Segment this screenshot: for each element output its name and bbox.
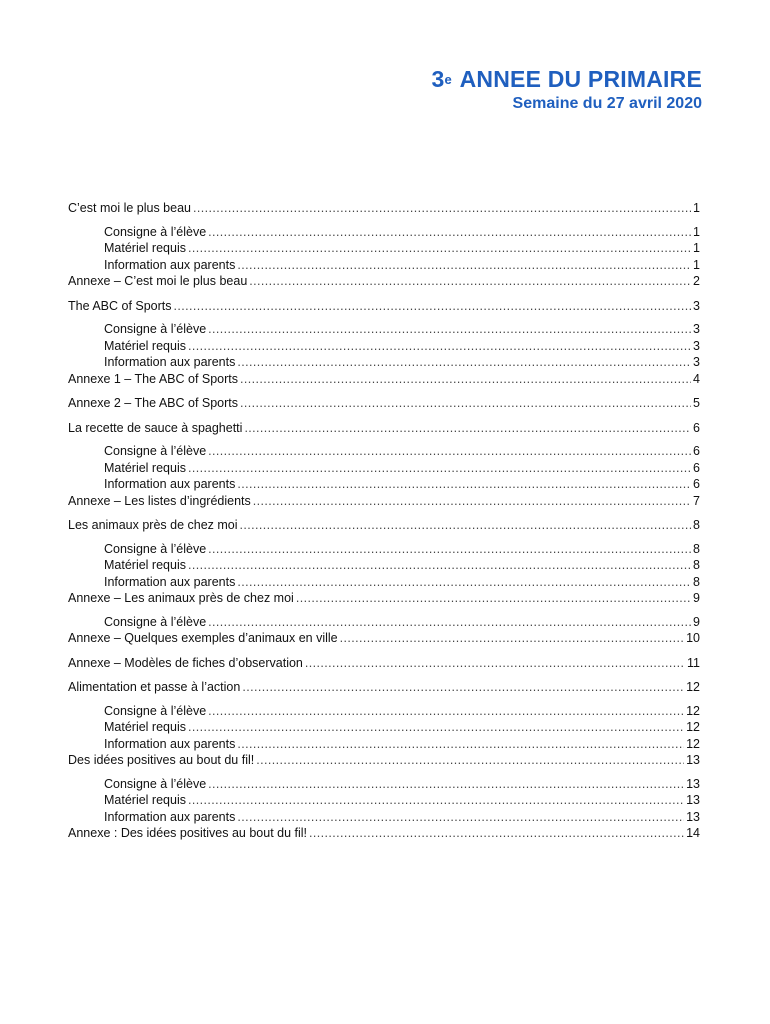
page-title <box>431 66 702 93</box>
toc-dot-leader <box>242 679 684 696</box>
toc-dot-leader <box>188 240 691 257</box>
toc-dot-leader <box>237 354 691 371</box>
toc-dot-leader <box>188 719 684 736</box>
toc-subentry[interactable] <box>68 354 700 371</box>
toc-subentry[interactable] <box>68 809 700 826</box>
toc-dot-leader <box>188 792 684 809</box>
toc-dot-leader <box>208 541 691 558</box>
toc-dot-leader <box>340 630 684 647</box>
toc-entry-page: 11 <box>687 655 700 670</box>
toc-entry-page: 12 <box>686 703 700 718</box>
toc-subentry[interactable] <box>68 443 700 460</box>
toc-entry-label: Matériel requis <box>104 793 186 807</box>
toc-entry-label: Matériel requis <box>104 338 186 353</box>
toc-entry-label: Consigne à l’élève <box>104 322 207 336</box>
toc-entry-page: 2 <box>693 274 700 288</box>
toc-entry-label: C’est moi le plus beau <box>68 201 191 215</box>
toc-entry-label: Consigne à l’élève <box>104 444 207 458</box>
toc-subentry[interactable] <box>68 792 700 809</box>
toc-entry-label: Alimentation et passe à l’action <box>68 680 241 694</box>
toc-dot-leader <box>309 825 684 842</box>
toc-entry-label: Information aux parents <box>104 809 236 824</box>
title-superscript: e <box>444 72 452 87</box>
toc-dot-leader <box>296 590 691 607</box>
toc-entry-page: 3 <box>693 338 700 353</box>
toc-dot-leader <box>208 703 684 720</box>
toc-entry-page: 3 <box>693 355 700 369</box>
toc-entry-page: 8 <box>693 574 700 589</box>
toc-entry[interactable] <box>68 517 700 534</box>
toc-subentry[interactable] <box>68 257 700 274</box>
title-text: ANNEE DU PRIMAIRE <box>459 66 702 92</box>
toc-entry[interactable] <box>68 371 700 388</box>
toc-dot-leader <box>208 224 691 241</box>
toc-dot-leader <box>237 736 684 753</box>
toc-entry-label: Consigne à l’élève <box>104 703 207 718</box>
toc-entry[interactable] <box>68 493 700 510</box>
toc-entry-page: 14 <box>686 826 700 840</box>
toc-subentry[interactable] <box>68 240 700 257</box>
toc-entry-label: Annexe – Modèles de fiches d’observation <box>68 655 303 670</box>
toc-dot-leader <box>249 273 691 290</box>
toc-entry-label: Annexe 2 – The ABC of Sports <box>68 396 239 410</box>
toc-dot-leader <box>188 460 691 477</box>
toc-entry-label: Annexe 1 – The ABC of Sports <box>68 371 239 386</box>
toc-dot-leader <box>208 321 691 338</box>
toc-subentry[interactable] <box>68 703 700 720</box>
toc-entry-page: 1 <box>693 224 700 239</box>
toc-entry[interactable] <box>68 420 700 437</box>
toc-entry-page: 13 <box>686 776 700 791</box>
toc-entry-page: 8 <box>693 518 700 532</box>
toc-subentry[interactable] <box>68 460 700 477</box>
toc-dot-leader <box>193 200 691 217</box>
toc-dot-leader <box>253 493 691 510</box>
toc-entry-page: 8 <box>693 558 700 572</box>
title-number: 3 <box>431 66 445 92</box>
toc-entry-label: Matériel requis <box>104 460 186 475</box>
toc-entry-page: 7 <box>693 493 700 508</box>
toc-entry[interactable] <box>68 590 700 607</box>
toc-entry-label: Annexe – Les listes d’ingrédients <box>68 493 251 508</box>
toc-subentry[interactable] <box>68 574 700 591</box>
toc-entry-page: 6 <box>693 444 700 458</box>
toc-subentry[interactable] <box>68 614 700 631</box>
toc-entry[interactable] <box>68 679 700 696</box>
toc-dot-leader <box>237 809 684 826</box>
toc-entry-page: 6 <box>693 460 700 475</box>
toc-entry-page: 3 <box>693 322 700 336</box>
toc-dot-leader <box>240 371 691 388</box>
toc-entry-label: Information aux parents <box>104 736 236 751</box>
toc-entry-page: 6 <box>693 420 700 435</box>
toc-dot-leader <box>237 476 691 493</box>
toc-entry-label: Consigne à l’élève <box>104 541 207 556</box>
toc-dot-leader <box>240 517 692 534</box>
toc-entry-label: Des idées positives au bout du fil! <box>68 753 255 767</box>
toc-entry-page: 13 <box>686 809 700 824</box>
toc-subentry[interactable] <box>68 338 700 355</box>
toc-entry-page: 1 <box>693 241 700 255</box>
toc-entry-label: The ABC of Sports <box>68 298 172 313</box>
toc-dot-leader <box>237 257 691 274</box>
toc-entry-label: Information aux parents <box>104 257 236 272</box>
toc-entry-page: 1 <box>693 257 700 272</box>
toc-subentry[interactable] <box>68 476 700 493</box>
toc-entry-page: 12 <box>686 736 700 751</box>
page-subtitle: Semaine du 27 avril 2020 <box>512 95 702 112</box>
table-of-contents <box>68 200 700 842</box>
toc-entry[interactable] <box>68 630 700 647</box>
toc-dot-leader <box>256 752 684 769</box>
toc-dot-leader <box>188 557 691 574</box>
toc-entry-page: 1 <box>693 201 700 215</box>
toc-dot-leader <box>208 614 691 631</box>
toc-entry[interactable] <box>68 655 700 672</box>
toc-dot-leader <box>305 655 685 672</box>
toc-entry-page: 12 <box>686 680 700 694</box>
toc-subentry[interactable] <box>68 557 700 574</box>
toc-subentry[interactable] <box>68 719 700 736</box>
toc-entry-label: Matériel requis <box>104 558 186 572</box>
toc-subentry[interactable] <box>68 224 700 241</box>
toc-dot-leader <box>237 574 691 591</box>
toc-entry-label: Consigne à l’élève <box>104 776 207 791</box>
toc-entry-label: Consigne à l’élève <box>104 614 207 629</box>
toc-entry[interactable] <box>68 752 700 769</box>
toc-entry-label: Annexe – Les animaux près de chez moi <box>68 591 294 605</box>
toc-entry-label: Matériel requis <box>104 720 186 734</box>
toc-entry-label: Annexe : Des idées positives au bout du fil! <box>68 826 308 840</box>
toc-subentry[interactable] <box>68 321 700 338</box>
toc-entry-page: 4 <box>693 371 700 386</box>
toc-entry-page: 6 <box>693 477 700 491</box>
toc-entry-page: 9 <box>693 591 700 605</box>
toc-entry[interactable] <box>68 395 700 412</box>
toc-subentry[interactable] <box>68 541 700 558</box>
toc-dot-leader <box>240 395 691 412</box>
toc-entry-label: Consigne à l’élève <box>104 224 207 239</box>
toc-entry-page: 13 <box>686 793 700 807</box>
toc-entry-label: Information aux parents <box>104 355 236 369</box>
toc-entry-label: Information aux parents <box>104 574 236 589</box>
toc-entry-page: 10 <box>686 631 700 645</box>
toc-entry[interactable] <box>68 298 700 315</box>
toc-subentry[interactable] <box>68 736 700 753</box>
toc-dot-leader <box>174 298 692 315</box>
toc-dot-leader <box>208 776 684 793</box>
toc-dot-leader <box>208 443 691 460</box>
toc-dot-leader <box>188 338 691 355</box>
toc-entry[interactable] <box>68 200 700 217</box>
toc-entry-label: La recette de sauce à spaghetti <box>68 420 243 435</box>
toc-entry-label: Les animaux près de chez moi <box>68 518 238 532</box>
toc-entry-page: 8 <box>693 541 700 556</box>
toc-dot-leader <box>244 420 691 437</box>
toc-entry-page: 9 <box>693 614 700 629</box>
toc-entry-page: 5 <box>693 396 700 410</box>
toc-entry[interactable] <box>68 825 700 842</box>
toc-entry-page: 3 <box>693 298 700 313</box>
toc-entry-label: Annexe – C’est moi le plus beau <box>68 274 248 288</box>
toc-entry-label: Matériel requis <box>104 241 186 255</box>
toc-entry-page: 13 <box>686 753 700 767</box>
toc-entry[interactable] <box>68 273 700 290</box>
toc-subentry[interactable] <box>68 776 700 793</box>
toc-entry-label: Information aux parents <box>104 477 236 491</box>
toc-entry-page: 12 <box>686 720 700 734</box>
toc-entry-label: Annexe – Quelques exemples d’animaux en ville <box>68 631 338 645</box>
